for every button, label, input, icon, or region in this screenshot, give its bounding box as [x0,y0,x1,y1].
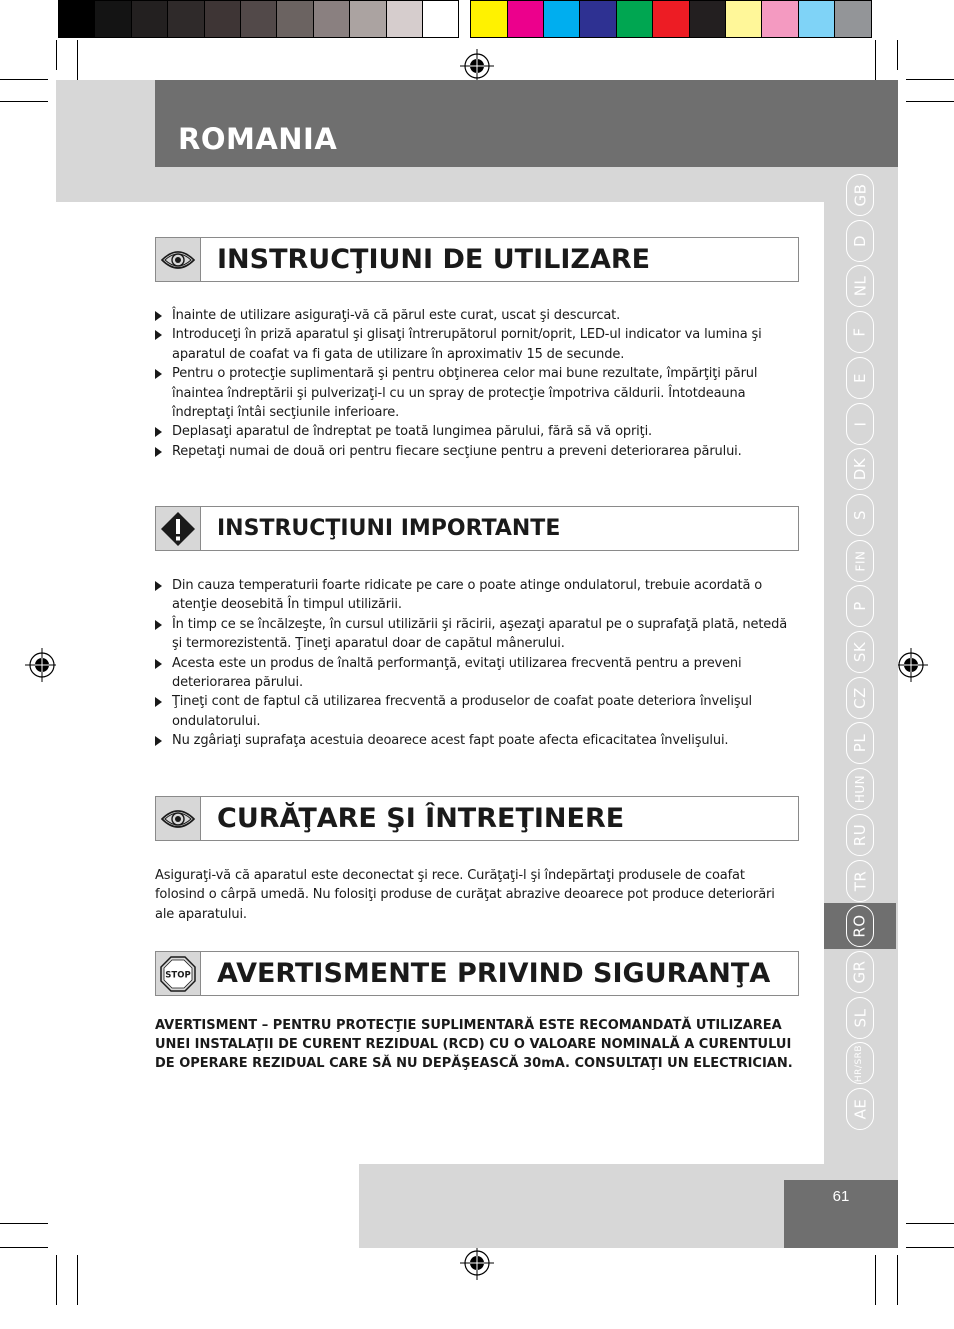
language-tab-label: AE [851,1098,869,1120]
language-tab-label: RO [850,914,869,938]
language-tab-hr-srb[interactable] [824,1040,896,1086]
color-swatch [725,0,762,38]
bullet-arrow-icon [155,447,162,457]
registration-mark-bottom [460,1246,494,1280]
language-tab-ae[interactable] [824,1086,896,1132]
color-swatch [652,0,689,38]
color-swatch [94,0,131,38]
language-tab-pill [846,311,874,353]
language-tab-d[interactable] [824,218,896,264]
bullet-arrow-icon [155,659,162,669]
important-section-title: INSTRUCŢIUNI IMPORTANTE [217,516,561,541]
color-swatch [579,0,616,38]
color-swatch [58,0,95,38]
list-item: Din cauza temperaturii foarte ridicate pe care o poate atinge ondulatorul, trebuie acordată o atenţie deosebită În timpul utilizării. [155,576,795,615]
usage-section-header [155,237,799,282]
list-item: Nu zgâriaţi suprafaţa acestuia deoarece acest fapt poate afecta eficacitatea învelişului. [155,731,795,750]
language-tab-ru[interactable] [824,812,896,858]
language-tab-pill [846,722,874,764]
bullet-arrow-icon [155,369,162,379]
language-tab-fin[interactable] [824,538,896,584]
language-tab-pill [846,220,874,262]
list-item: Ţineţi cont de faptul că utilizarea frecventă a produselor de coafat poate deteriora învelişul ondulatorului. [155,692,795,731]
color-swatch [689,0,726,38]
language-tab-pill [846,1042,874,1084]
language-tab-p[interactable] [824,583,896,629]
language-tab-label: NL [850,276,869,297]
color-swatch [761,0,798,38]
language-tab-pill [846,1088,874,1130]
language-tab-pill [846,951,874,993]
language-tab-f[interactable] [824,309,896,355]
language-tab-tr[interactable] [824,858,896,904]
cleaning-text: Asiguraţi-vă că aparatul este deconectat şi rece. Curăţaţi-l şi îndepărtaţi produsele de coafat folosind o cârpă umedă. Nu folosiţi produse de curăţat abrazive deoarece pot produce deteriorări ale aparatului. [155,868,775,922]
usage-section-title: INSTRUCŢIUNI DE UTILIZARE [217,244,651,275]
language-tab-label: SL [850,1008,869,1028]
color-swatch [798,0,835,38]
bullet-arrow-icon [155,311,162,321]
eye-icon [156,797,201,840]
language-tab-label: FIN [852,550,867,572]
bullet-arrow-icon [155,620,162,630]
safety-section-header [155,951,799,996]
language-tab-pill [846,540,874,582]
language-tab-s[interactable] [824,492,896,538]
language-tab-pill [846,403,874,445]
color-swatch [167,0,204,38]
color-swatch [834,0,871,38]
language-tab-pill [846,860,874,902]
language-tab-label: I [851,421,869,426]
language-tab-label: TR [851,870,869,891]
safety-section-title: AVERTISMENTE PRIVIND SIGURANŢA [217,958,771,989]
bullet-arrow-icon [155,697,162,707]
language-tab-pill [846,768,874,810]
language-tab-gr[interactable] [824,949,896,995]
language-tab-pill [846,494,874,536]
language-tab-pill [846,585,874,627]
bottom-panel [56,1164,359,1248]
color-swatch [276,0,313,38]
language-tab-i[interactable] [824,401,896,447]
language-tab-sl[interactable] [824,995,896,1041]
color-swatch [470,0,507,38]
color-swatch [313,0,350,38]
language-tab-label: HR/SRB [854,1044,865,1082]
language-tab-pill [846,997,874,1039]
language-tab-gb[interactable] [824,172,896,218]
color-swatch [204,0,241,38]
bullet-arrow-icon [155,736,162,746]
language-tab-pill [846,174,874,216]
language-tab-pill [846,265,874,307]
eye-icon [156,238,201,281]
list-item: Introduceţi în priză aparatul şi glisaţi întrerupătorul pornit/oprit, LED-ul indicator va lumina şi aparatul de coafat va fi gata de utilizare în aproximativ 15 de secunde. [155,325,795,364]
page-number-box [784,1180,898,1248]
cleaning-section-header [155,796,799,841]
color-swatch [543,0,580,38]
bullet-arrow-icon [155,581,162,591]
list-item: Pentru o protecţie suplimentară şi pentru obţinerea celor mai bune rezultate, împărţiţi părul înaintea îndreptării şi pulverizaţi-l cu un spray de protecţie împotriva căldurii. Întotdeauna îndreptaţi întâi secţiunile inferioare. [155,364,795,422]
stop-icon [156,952,201,995]
color-swatch [386,0,423,38]
language-tab-pill [846,448,874,490]
registration-mark-left [25,648,59,682]
bullet-arrow-icon [155,330,162,340]
language-tab-label: GB [850,183,869,207]
language-tab-dk[interactable] [824,446,896,492]
color-swatch [616,0,653,38]
language-tab-label: HUN [853,774,868,804]
language-tab-label: GR [850,960,869,984]
language-tab-label: RU [851,823,869,846]
language-tab-label: DK [850,457,869,481]
language-tab-label: E [850,372,869,383]
warning-icon [156,507,201,550]
color-calibration-bar [58,0,871,38]
color-swatch [131,0,168,38]
color-swatch [422,0,459,38]
language-tab-pill [846,631,874,673]
list-item: Deplasaţi aparatul de îndreptat pe toată lungimea părului, fără să vă opriţi. [155,422,795,441]
language-tab-label: PL [851,734,869,753]
page-number: 61 [832,1188,850,1205]
language-tab-label: F [850,327,869,337]
language-tab-label: CZ [851,686,869,709]
language-tab-cz[interactable] [824,675,896,721]
language-tab-sk[interactable] [824,629,896,675]
language-tab-e[interactable] [824,355,896,401]
language-tab-pill [846,905,874,947]
language-tab-pill [846,677,874,719]
bullet-arrow-icon [155,427,162,437]
list-item: Repetaţi numai de două ori pentru fiecare secţiune pentru a preveni deteriorarea părului. [155,442,795,461]
color-swatch [240,0,277,38]
language-tab-label: P [850,601,869,612]
safety-warning-text: AVERTISMENT – PENTRU PROTECŢIE SUPLIMENTARĂ ESTE RECOMANDATĂ UTILIZAREA UNEI INSTALAŢII DE CURENT REZIDUAL (RCD) CU O VALOARE NOMINALĂ A CURENTULUI DE OPERARE REZIDUAL CARE SĂ NU DEPĂŞEASCĂ 30mA. CONSULTAŢI UN ELECTRICIAN. [155,1018,793,1071]
color-swatch [349,0,386,38]
swatch-gap [458,0,470,38]
registration-mark-right [894,648,928,682]
language-tab-hun[interactable] [824,766,896,812]
list-item: Acesta este un produs de înaltă performanţă, evitaţi utilizarea frecventă pentru a preveni deteriorarea părului. [155,654,795,693]
language-tab-label: S [851,509,869,520]
cleaning-section-title: CURĂŢARE ŞI ÎNTREŢINERE [217,803,625,834]
list-item: Înainte de utilizare asiguraţi-vă că părul este curat, uscat şi descurcat. [155,306,795,325]
svg-text:STOP: STOP [165,970,191,980]
language-tab-pl[interactable] [824,720,896,766]
color-swatch [507,0,544,38]
language-tab-ro[interactable] [824,903,896,949]
usage-list [155,306,795,461]
language-tab-pill [846,814,874,856]
language-tab-nl[interactable] [824,263,896,309]
important-list [155,576,795,751]
language-tab-label: SK [850,641,869,663]
list-item: În timp ce se încălzeşte, în cursul utilizării şi răcirii, aşezaţi aparatul pe o suprafaţă plată, netedă şi termorezistentă. Ţineţi aparatul doar de capătul mânerului. [155,615,795,654]
important-section-header [155,506,799,551]
language-tab-pill [846,357,874,399]
registration-mark-top [460,49,494,83]
language-tab-label: D [851,234,869,247]
page-title: ROMANIA [178,122,338,156]
